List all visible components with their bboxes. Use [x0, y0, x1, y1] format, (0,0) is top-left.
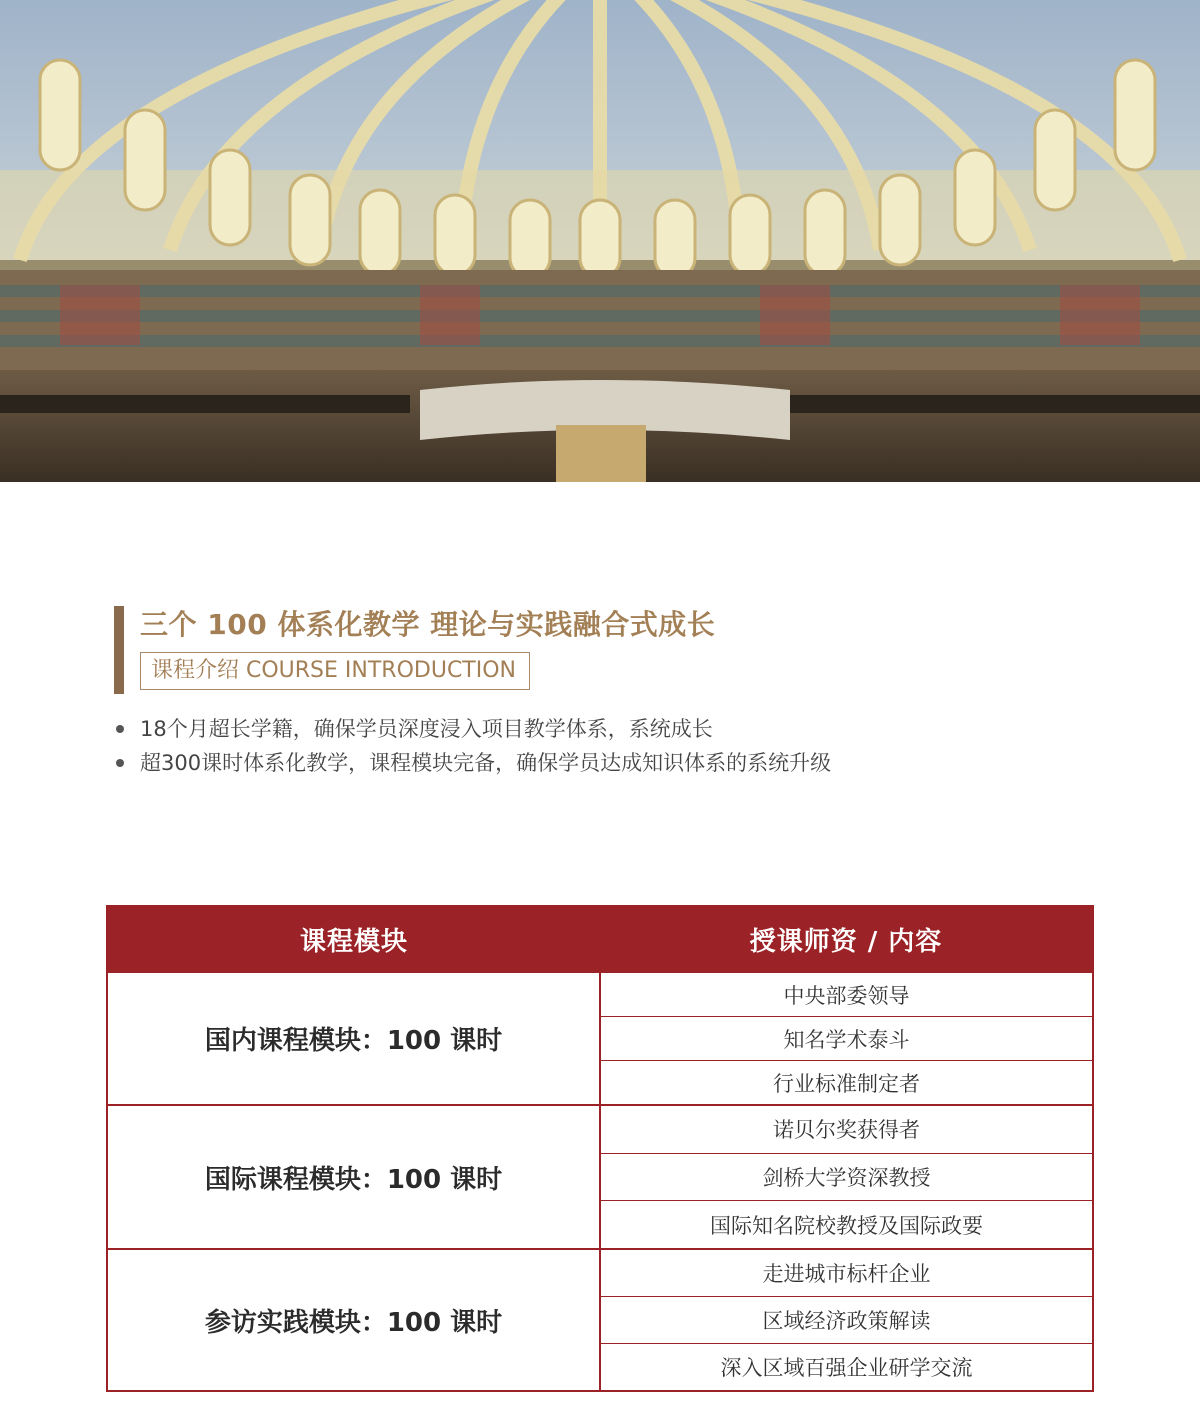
module-items — [601, 1250, 1092, 1390]
module-items — [601, 973, 1092, 1104]
table-cell: 中央部委领导 — [783, 983, 910, 1008]
section-subheading: 课程介绍 COURSE INTRODUCTION — [140, 652, 530, 690]
column-header-module: 课程模块 — [299, 926, 408, 957]
feature-list — [112, 712, 831, 780]
table-row-group-visits — [108, 1248, 1092, 1390]
table-cell: 行业标准制定者 — [601, 1060, 1092, 1104]
table-cell: 知名学术泰斗 — [601, 1016, 1092, 1060]
table-cell: 诺贝尔奖获得者 — [773, 1118, 920, 1143]
table-row-group-international — [108, 1104, 1092, 1248]
table-cell: 走进城市标杆企业 — [762, 1262, 931, 1286]
module-name: 国内课程模块：100 课时 — [108, 973, 601, 1104]
bullet-icon — [116, 725, 124, 733]
page-title: 三个 100 体系化教学 理论与实践融合式成长 — [140, 608, 716, 641]
module-items — [601, 1106, 1092, 1248]
table-header — [108, 907, 1092, 971]
list-item-text: 超300课时体系化教学，课程模块完备，确保学员达成知识体系的系统升级 — [140, 751, 832, 775]
column-header-faculty: 授课师资 / 内容 — [749, 926, 943, 957]
table-cell: 深入区域百强企业研学交流 — [601, 1343, 1092, 1390]
module-name: 参访实践模块：100 课时 — [108, 1250, 601, 1390]
heading-accent-bar — [114, 606, 124, 694]
table-cell: 剑桥大学资深教授 — [601, 1153, 1092, 1201]
table-cell: 区域经济政策解读 — [601, 1296, 1092, 1343]
course-table — [106, 905, 1094, 1392]
table-row-group-domestic — [108, 971, 1092, 1104]
bullet-icon — [116, 759, 124, 767]
list-item — [112, 746, 831, 780]
hero-image — [0, 0, 1200, 482]
module-name: 国际课程模块：100 课时 — [108, 1106, 601, 1248]
list-item-text: 18个月超长学籍，确保学员深度浸入项目教学体系，系统成长 — [140, 717, 713, 741]
library-dome-illustration — [0, 0, 1200, 482]
list-item — [112, 712, 831, 746]
table-cell: 国际知名院校教授及国际政要 — [601, 1200, 1092, 1248]
